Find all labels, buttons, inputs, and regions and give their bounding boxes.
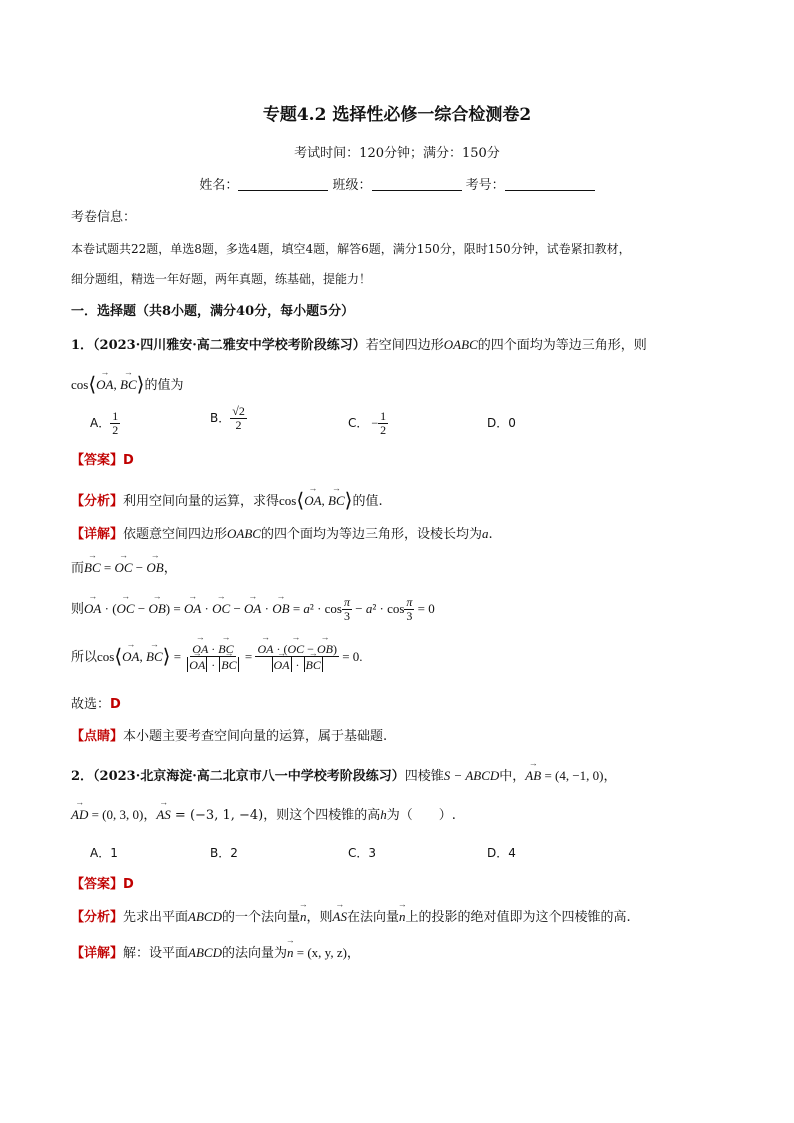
math-var: ABCD: [188, 909, 222, 924]
detail-tag: 【详解】: [71, 946, 124, 961]
step-prefix: 所以: [71, 650, 98, 666]
note-text: 本小题主要考查空间向量的运算，属于基础题.: [123, 729, 388, 744]
question-text: 四棱锥: [404, 769, 444, 784]
analysis-row: [71, 909, 631, 926]
derivation-step-2: 则→ OA · (→ OC − → OB) = → OA · → OC − → OA · → OB = a² · cos $\frac{\pi}{3}$ − a² · cos $\frac{\pi}{3}$ = 0: [71, 596, 435, 623]
class-blank: [372, 177, 462, 191]
student-info-row: [0, 177, 794, 194]
math-var: h: [380, 807, 387, 822]
question-1-stem-line2: [71, 372, 183, 396]
detail-text: 的四个面均为等边三角形，设棱长均为: [260, 527, 482, 542]
note-row: [71, 729, 387, 745]
vector-ab: → AB: [525, 768, 541, 784]
math-var: ABCD: [188, 945, 222, 960]
info-line-1: 本卷试题共22题，单选8题，多选4题，填空4题，解答6题，满分150分，限时150分钟，试卷紧扣教材，: [71, 242, 631, 256]
analysis-row: 【分析】利用空间向量的运算，求得cos⟨→ OA, → BC⟩的值.: [71, 488, 383, 512]
answer-value: D: [123, 877, 134, 892]
detail-text: 解：设平面: [123, 946, 189, 961]
vector-as: → AS: [156, 807, 170, 823]
analysis-text: 先求出平面: [123, 910, 189, 925]
number-label: 考号：: [465, 178, 505, 193]
option-b[interactable]: B．2: [210, 846, 238, 860]
option-d[interactable]: D．4: [487, 846, 516, 860]
detail-tag: 【详解】: [71, 527, 124, 542]
option-label: A．: [90, 416, 111, 431]
normal-vector: → n: [300, 909, 307, 925]
analysis-text: 上的投影的绝对值即为这个四棱锥的高.: [405, 910, 631, 925]
option-c[interactable]: C． − $\frac{1}{2}$: [348, 409, 387, 438]
question-text: 的四个面均为等边三角形，则: [477, 338, 647, 353]
answer-row: [71, 877, 134, 893]
question-2-stem-line2: [71, 807, 456, 824]
choose-row: [71, 697, 121, 713]
question-text: 为（ ）.: [386, 808, 456, 823]
math-var: OABC: [227, 526, 261, 541]
analysis-text: 的一个法向量: [221, 910, 300, 925]
question-text: 若空间四边形: [365, 338, 444, 353]
question-text: = (−3, 1, −4)，则这个四棱锥的高: [170, 808, 381, 823]
vector-ad: → AD: [71, 807, 88, 823]
analysis-text: 的值.: [352, 494, 383, 509]
info-line-2: 细分题组，精选一年好题，两年真题，练基础，提能力！: [71, 272, 372, 286]
math-var: S − ABCD: [443, 768, 500, 783]
normal-vector: → n: [399, 909, 406, 925]
question-number: 1．: [71, 338, 94, 353]
step-prefix: 而: [71, 561, 85, 576]
detail-text: 依题意空间四边形: [123, 527, 228, 542]
info-heading: 考卷信息：: [71, 210, 137, 225]
analysis-text: 在法向量: [346, 910, 399, 925]
answer-row: [71, 453, 134, 469]
option-b[interactable]: B． $\frac{√2}{2}$: [210, 404, 245, 433]
detail-text: 的法向量为: [221, 946, 287, 961]
vector-value: = (4, −1, 0)，: [541, 768, 617, 783]
question-1-stem: [71, 337, 647, 354]
question-source: （2023·四川雅安·高二雅安中学校考阶段练习）: [93, 338, 366, 353]
step-prefix: 则: [71, 602, 85, 618]
name-label: 姓名：: [199, 178, 239, 193]
detail-row: [71, 945, 360, 962]
normal-vector: → n: [287, 945, 294, 961]
answer-value: D: [123, 453, 134, 468]
question-2-stem: [71, 768, 617, 785]
analysis-text: ，则: [306, 910, 333, 925]
detail-row: [71, 526, 493, 543]
vector-as: → AS: [333, 909, 347, 925]
page-title: 专题4.2 选择性必修一综合检测卷2: [262, 105, 532, 125]
detail-text: .: [488, 527, 493, 542]
analysis-tag: 【分析】: [71, 910, 124, 925]
option-label: B．: [210, 411, 231, 426]
question-text: 的值为: [144, 378, 184, 393]
answer-tag: 【答案】: [71, 877, 124, 892]
math-var: OABC: [443, 337, 478, 352]
option-c[interactable]: C．3: [348, 846, 377, 860]
answer-tag: 【答案】: [71, 453, 124, 468]
choose-value: D: [110, 697, 121, 712]
option-a[interactable]: A．1: [90, 846, 118, 860]
exam-time: 考试时间：120分钟；满分：150分: [294, 146, 500, 161]
vector-value: = (0, 3, 0)，: [88, 807, 157, 822]
section-heading: 一．选择题（共8小题，满分40分，每小题5分）: [71, 304, 355, 319]
choose-label: 故选：: [71, 697, 111, 712]
name-blank: [238, 177, 328, 191]
math-expr: cos⟨→ OA, → BC⟩: [71, 377, 144, 392]
analysis-text: 利用空间向量的运算，求得: [123, 494, 280, 509]
option-a[interactable]: A． $\frac{1}{2}$: [90, 409, 119, 438]
class-label: 班级：: [332, 178, 372, 193]
question-text: 中，: [499, 769, 526, 784]
option-d[interactable]: D．0: [487, 416, 516, 430]
number-blank: [505, 177, 595, 191]
question-number: 2．: [71, 769, 94, 784]
derivation-step-1: 而→ BC = → OC − → OB，: [71, 560, 177, 577]
derivation-step-3: 所以cos⟨→ OA, → BC⟩ = → OA · → BC → OA · → BC = → OA · (→ OC − → OB) → OA · → BC = 0.: [71, 643, 363, 672]
question-source: （2023·北京海淀·高二北京市八一中学校考阶段练习）: [93, 769, 405, 784]
vector-value: = (x, y, z)，: [293, 945, 360, 960]
math-var: a: [482, 526, 489, 541]
option-label: C．: [348, 416, 369, 431]
note-tag: 【点睛】: [71, 729, 124, 744]
analysis-tag: 【分析】: [71, 494, 124, 509]
